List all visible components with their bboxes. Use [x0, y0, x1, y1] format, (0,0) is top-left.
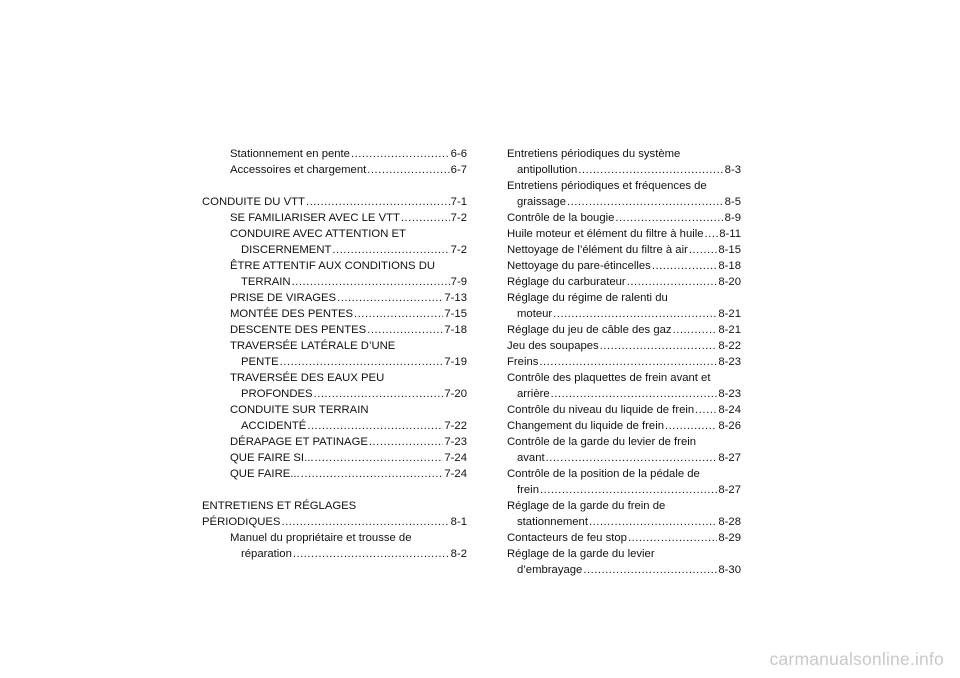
- toc-entry[interactable]: [507, 418, 741, 434]
- toc-page-number: 8-27: [718, 452, 741, 464]
- toc-page-number: 8-2: [450, 548, 467, 560]
- toc-entry[interactable]: [507, 194, 741, 210]
- toc-entry-title: Nettoyage du pare-étincelles: [507, 260, 651, 272]
- toc-entry-title: MONTÉE DES PENTES: [230, 308, 354, 320]
- toc-page-number: 7-2: [450, 244, 467, 256]
- toc-entry-title: QUE FAIRE...: [230, 468, 300, 480]
- toc-entry[interactable]: [202, 386, 467, 402]
- toc-entry-title: Nettoyage de l’élément du filtre à air: [507, 244, 688, 256]
- toc-entry-title: stationnement: [517, 516, 588, 528]
- toc-entry-title: TERRAIN: [241, 276, 291, 288]
- toc-page-number: 8-24: [718, 404, 741, 416]
- toc-page-number: 6-7: [450, 164, 467, 176]
- toc-entry-title: DESCENTE DES PENTES: [230, 324, 367, 336]
- toc-entry-title: CONDUIRE AVEC ATTENTION ET: [230, 228, 406, 240]
- toc-dot-leader: [369, 434, 443, 450]
- toc-dot-leader: [553, 306, 717, 322]
- toc-entry[interactable]: [507, 498, 741, 514]
- toc-page-number: 7-1: [450, 196, 467, 208]
- toc-entry-title: SE FAMILIARISER AVEC LE VTT: [230, 212, 400, 224]
- toc-dot-leader: [539, 354, 717, 370]
- toc-entry[interactable]: [507, 306, 741, 322]
- toc-entry-title: DÉRAPAGE ET PATINAGE: [230, 436, 368, 448]
- toc-entry-title: Réglage du régime de ralenti du: [507, 292, 668, 304]
- toc-entry[interactable]: [202, 530, 467, 546]
- toc-entry-title: Réglage de la garde du frein de: [507, 500, 666, 512]
- toc-dot-leader: [583, 562, 717, 578]
- toc-page-number: 8-3: [724, 164, 741, 176]
- toc-entry-title: Contrôle de la garde du levier de frein: [507, 436, 697, 448]
- toc-entry-title: Jeu des soupapes: [507, 340, 599, 352]
- toc-page-number: 7-24: [444, 452, 467, 464]
- toc-entry-title: graissage: [517, 196, 566, 208]
- toc-entry[interactable]: [507, 530, 741, 546]
- toc-entry[interactable]: [202, 354, 467, 370]
- toc-entry-title: PRISE DE VIRAGES: [230, 292, 337, 304]
- toc-page-number: 7-18: [444, 324, 467, 336]
- toc-entry[interactable]: [507, 146, 741, 162]
- toc-entry-title: Réglage du carburateur: [507, 276, 626, 288]
- toc-spacer: [202, 482, 467, 498]
- toc-entry[interactable]: [507, 258, 741, 274]
- toc-dot-leader: [292, 274, 450, 290]
- toc-dot-leader: [627, 274, 718, 290]
- toc-entry-title: PROFONDES: [241, 388, 313, 400]
- toc-entry-title: Entretiens périodiques du système: [507, 148, 681, 160]
- toc-entry[interactable]: [202, 370, 467, 386]
- toc-page-number: 7-24: [444, 468, 467, 480]
- toc-entry[interactable]: [202, 546, 467, 562]
- toc-dot-leader: [280, 354, 444, 370]
- toc-entry-title: frein: [517, 484, 539, 496]
- toc-entry-title: Freins: [507, 356, 539, 368]
- toc-dot-leader: [281, 514, 449, 530]
- toc-entry[interactable]: [507, 466, 741, 482]
- toc-entry[interactable]: [202, 242, 467, 258]
- toc-entry-title: Entretiens périodiques et fréquences de: [507, 180, 707, 192]
- toc-page-number: 8-21: [718, 308, 741, 320]
- toc-entry[interactable]: [507, 210, 741, 226]
- toc-entry-title: arrière: [517, 388, 550, 400]
- toc-entry-title: Contacteurs de feu stop: [507, 532, 627, 544]
- toc-entry-title: PÉRIODIQUES: [202, 516, 281, 528]
- toc-page-number: 8-20: [718, 276, 741, 288]
- toc-entry-title: Manuel du propriétaire et trousse de: [230, 532, 412, 544]
- toc-entry-title: Changement du liquide de frein: [507, 420, 665, 432]
- toc-dot-leader: [589, 514, 717, 530]
- toc-page-number: 8-9: [724, 212, 741, 224]
- toc-entry-title: ACCIDENTÉ: [241, 420, 307, 432]
- toc-entry[interactable]: [202, 306, 467, 322]
- toc-page-number: 8-11: [719, 228, 741, 240]
- toc-entry[interactable]: [202, 210, 467, 226]
- toc-entry[interactable]: [202, 466, 467, 482]
- toc-dot-leader: [354, 306, 443, 322]
- toc-page-number: 8-27: [718, 484, 741, 496]
- toc-entry[interactable]: [507, 338, 741, 354]
- toc-entry[interactable]: [202, 322, 467, 338]
- toc-entry[interactable]: [202, 338, 467, 354]
- toc-entry-title: PENTE: [241, 356, 279, 368]
- toc-page-number: 7-9: [450, 276, 467, 288]
- toc-entry[interactable]: [202, 450, 467, 466]
- toc-dot-leader: [567, 194, 724, 210]
- toc-dot-leader: [665, 418, 717, 434]
- toc-entry[interactable]: [507, 226, 741, 242]
- toc-dot-leader: [315, 450, 444, 466]
- toc-dot-leader: [306, 194, 450, 210]
- toc-page-number: 8-30: [718, 564, 741, 576]
- toc-entry[interactable]: [202, 194, 467, 210]
- toc-entry[interactable]: [507, 274, 741, 290]
- toc-entry[interactable]: [507, 514, 741, 530]
- toc-page-number: 8-26: [718, 420, 741, 432]
- toc-dot-leader: [367, 322, 443, 338]
- toc-entry-title: réparation: [241, 548, 292, 560]
- toc-entry-title: Réglage de la garde du levier: [507, 548, 655, 560]
- toc-entry[interactable]: [507, 434, 741, 450]
- toc-right-column: [507, 146, 741, 578]
- toc-page-number: 8-1: [450, 516, 467, 528]
- toc-entry-title: Stationnement en pente: [230, 148, 350, 160]
- toc-entry-title: avant: [517, 452, 545, 464]
- toc-entry-title: CONDUITE SUR TERRAIN: [230, 404, 369, 416]
- toc-left-column: [202, 146, 467, 562]
- toc-entry-title: d’embrayage: [517, 564, 583, 576]
- toc-entry[interactable]: [507, 370, 741, 386]
- toc-dot-leader: [551, 386, 718, 402]
- toc-dot-leader: [689, 242, 718, 258]
- toc-entry[interactable]: [202, 162, 467, 178]
- toc-entry[interactable]: [507, 386, 741, 402]
- toc-page-number: 6-6: [450, 148, 467, 160]
- toc-dot-leader: [351, 146, 450, 162]
- toc-dot-leader: [652, 258, 718, 274]
- toc-entry[interactable]: [507, 290, 741, 306]
- toc-spacer: [202, 178, 467, 194]
- toc-entry-title: TRAVERSÉE LATÉRALE D’UNE: [230, 340, 396, 352]
- toc-page-number: 8-21: [718, 324, 741, 336]
- toc-entry[interactable]: [202, 274, 467, 290]
- toc-dot-leader: [367, 162, 449, 178]
- toc-entry[interactable]: [507, 178, 741, 194]
- toc-entry-title: Contrôle des plaquettes de frein avant et: [507, 372, 711, 384]
- toc-page-number: 7-20: [444, 388, 467, 400]
- toc-dot-leader: [293, 546, 450, 562]
- toc-dot-leader: [301, 466, 444, 482]
- toc-page-number: 7-15: [444, 308, 467, 320]
- toc-page-number: 7-23: [444, 436, 467, 448]
- toc-entry[interactable]: [507, 562, 741, 578]
- toc-page-number: 8-18: [718, 260, 741, 272]
- toc-page-number: 8-29: [718, 532, 741, 544]
- toc-dot-leader: [615, 210, 723, 226]
- toc-page-number: 8-22: [718, 340, 741, 352]
- toc-entry-title: TRAVERSÉE DES EAUX PEU: [230, 372, 385, 384]
- toc-entry-title: ENTRETIENS ET RÉGLAGES: [202, 500, 357, 512]
- toc-entry[interactable]: [202, 498, 467, 514]
- toc-page-number: 8-23: [718, 388, 741, 400]
- toc-dot-leader: [578, 162, 723, 178]
- toc-entry-title: Contrôle du niveau du liquide de frein: [507, 404, 695, 416]
- toc-dot-leader: [332, 242, 449, 258]
- toc-dot-leader: [695, 402, 717, 418]
- toc-dot-leader: [401, 210, 450, 226]
- toc-dot-leader: [337, 290, 443, 306]
- toc-entry[interactable]: [202, 434, 467, 450]
- watermark-text: carmanualsonline.info: [769, 649, 944, 669]
- toc-entry[interactable]: [507, 162, 741, 178]
- toc-page-number: 7-13: [444, 292, 467, 304]
- toc-entry[interactable]: [507, 546, 741, 562]
- toc-dot-leader: [307, 418, 443, 434]
- toc-page-number: 8-23: [718, 356, 741, 368]
- toc-entry-title: moteur: [517, 308, 553, 320]
- toc-entry-title: Contrôle de la bougie: [507, 212, 615, 224]
- toc-dot-leader: [628, 530, 717, 546]
- toc-entry[interactable]: [202, 146, 467, 162]
- toc-dot-leader: [600, 338, 718, 354]
- toc-entry[interactable]: [507, 482, 741, 498]
- toc-dot-leader: [673, 322, 718, 338]
- toc-entry-title: Réglage du jeu de câble des gaz: [507, 324, 672, 336]
- toc-page-number: 8-28: [718, 516, 741, 528]
- toc-entry[interactable]: [202, 418, 467, 434]
- toc-page-number: 8-5: [724, 196, 741, 208]
- toc-entry-title: CONDUITE DU VTT: [202, 196, 305, 208]
- toc-entry-title: DISCERNEMENT: [241, 244, 332, 256]
- toc-page-number: 7-22: [444, 420, 467, 432]
- toc-entry-title: QUE FAIRE SI...: [230, 452, 314, 464]
- toc-entry-title: Huile moteur et élément du filtre à huile: [507, 228, 704, 240]
- toc-dot-leader: [546, 450, 718, 466]
- toc-dot-leader: [540, 482, 717, 498]
- toc-entry-title: Accessoires et chargement: [230, 164, 367, 176]
- toc-entry[interactable]: [202, 514, 467, 530]
- toc-page-number: 8-15: [718, 244, 741, 256]
- toc-entry[interactable]: [202, 258, 467, 274]
- toc-entry[interactable]: [507, 354, 741, 370]
- toc-entry[interactable]: [202, 290, 467, 306]
- toc-page-number: 7-19: [444, 356, 467, 368]
- toc-dot-leader: [705, 226, 719, 242]
- toc-entry[interactable]: [507, 450, 741, 466]
- toc-entry-title: antipollution: [517, 164, 578, 176]
- toc-entry-title: Contrôle de la position de la pédale de: [507, 468, 700, 480]
- toc-page-number: 7-2: [450, 212, 467, 224]
- toc-entry[interactable]: [202, 226, 467, 242]
- toc-entry[interactable]: [507, 322, 741, 338]
- toc-entry[interactable]: [507, 242, 741, 258]
- toc-entry-title: ÊTRE ATTENTIF AUX CONDITIONS DU: [230, 260, 436, 272]
- toc-entry[interactable]: [202, 402, 467, 418]
- toc-dot-leader: [314, 386, 444, 402]
- toc-entry[interactable]: [507, 402, 741, 418]
